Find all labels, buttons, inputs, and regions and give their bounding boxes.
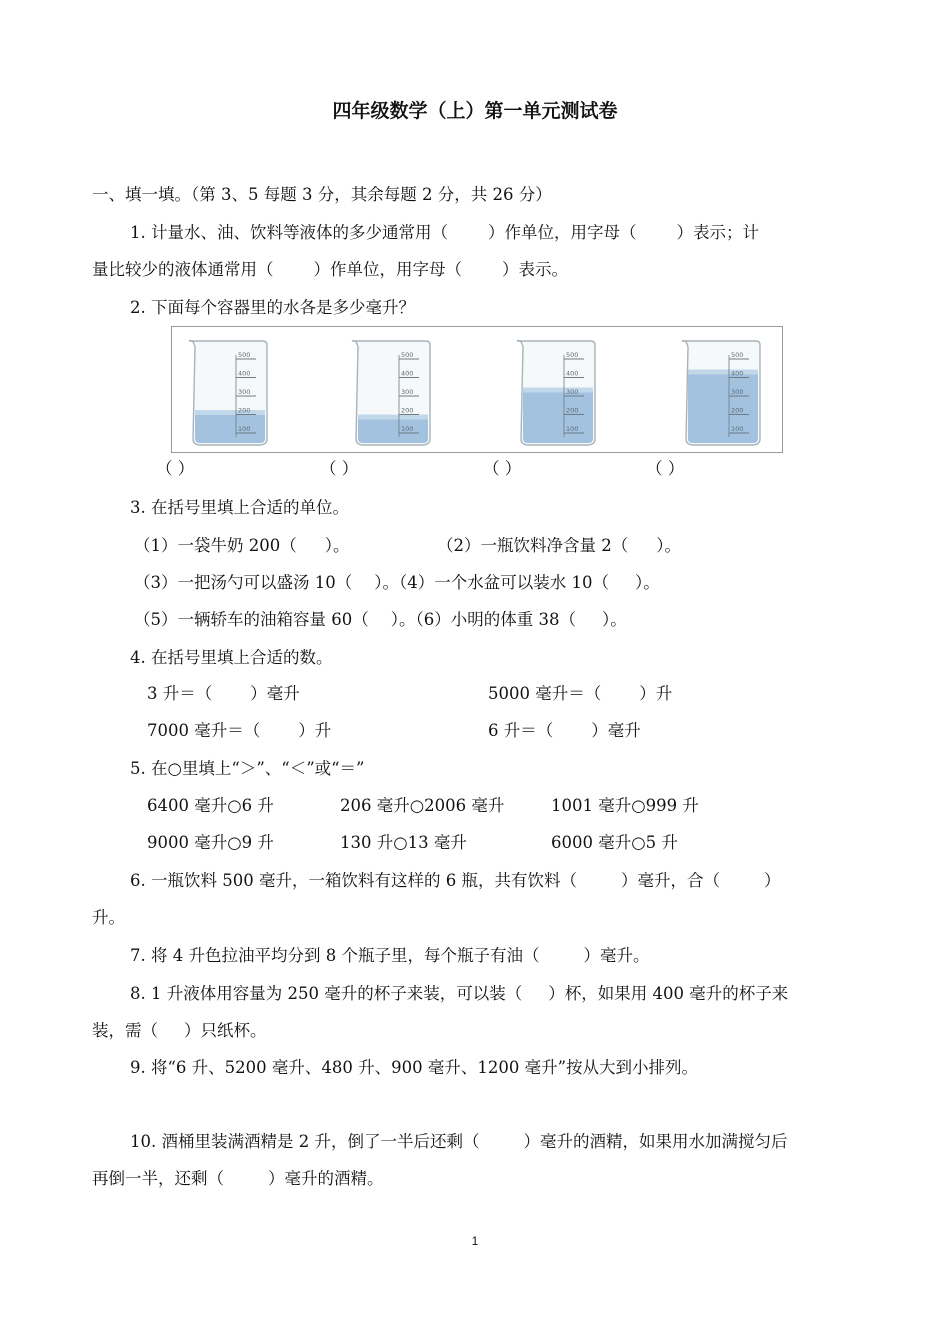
question-6-line-2: 升。	[92, 908, 125, 927]
beaker-tick-label: 500	[238, 351, 251, 359]
question-1-line-1	[130, 222, 759, 244]
question-8-line-1: 8. 1 升液体用容量为 250 毫升的杯子来装，可以装（ ）杯，如果用 400 毫升的杯子来	[130, 984, 789, 1003]
q5-compare-5: 130 升○13 毫升	[340, 833, 467, 852]
beaker-tick-label: 300	[566, 388, 579, 396]
beaker-answer-2: （ ）	[320, 459, 359, 478]
q4-item-3: 7000 毫升＝（ ）升	[147, 721, 332, 740]
beaker-tick-label: 100	[731, 425, 744, 433]
beaker-tick-label: 300	[238, 388, 251, 396]
q3-item-1: （1）一袋牛奶 200（ ）。	[134, 536, 350, 555]
q5-compare-4: 9000 毫升○9 升	[147, 833, 274, 852]
beaker-4	[682, 341, 760, 445]
beaker-answer-1: （ ）	[156, 459, 195, 478]
beaker-3	[517, 341, 595, 445]
beaker-tick-label: 400	[731, 369, 744, 378]
section-heading: 一、填一填。（第 3、5 每题 3 分，其余每题 2 分，共 26 分）	[92, 185, 552, 204]
q4-item-4: 6 升＝（ ）毫升	[488, 721, 641, 740]
q1-text-e: ）作单位，用字母（	[313, 260, 462, 279]
q5-compare-6: 6000 毫升○5 升	[551, 833, 678, 852]
q3-item-3-4: （3）一把汤勺可以盛汤 10（ ）。（4）一个水盆可以装水 10（ ）。	[134, 573, 660, 592]
q3-item-5-6: （5）一辆轿车的油箱容量 60（ ）。（6）小明的体重 38（ ）。	[134, 610, 627, 629]
beaker-answer-3: （ ）	[483, 459, 522, 478]
question-10-line-2: 再倒一半，还剩（ ）毫升的酒精。	[92, 1169, 384, 1188]
q5-compare-1: 6400 毫升○6 升	[147, 796, 274, 815]
beaker-image	[171, 326, 783, 453]
question-10-line-1: 10. 酒桶里装满酒精是 2 升，倒了一半后还剩（ ）毫升的酒精，如果用水加满搅匀后	[130, 1132, 788, 1151]
page-number: 1	[471, 1234, 479, 1248]
beaker-tick-label: 400	[238, 369, 251, 378]
beaker-glass	[352, 341, 430, 445]
beakers-svg	[172, 327, 782, 452]
question-5: 5. 在○里填上“＞”、“＜”或“＝”	[130, 759, 365, 778]
question-3: 3. 在括号里填上合适的单位。	[130, 498, 349, 517]
question-6-line-1: 6. 一瓶饮料 500 毫升，一箱饮料有这样的 6 瓶，共有饮料（ ）毫升，合（ ）	[130, 871, 781, 890]
q5-compare-3: 1001 毫升○999 升	[551, 796, 699, 815]
beaker-tick-label: 400	[401, 369, 414, 378]
beaker-glass	[189, 341, 267, 445]
beaker-tick-label: 500	[401, 351, 414, 359]
question-9: 9. 将“6 升、5200 毫升、480 升、900 毫升、1200 毫升”按从大到小排列。	[130, 1058, 699, 1077]
q4-item-1: 3 升＝（ ）毫升	[147, 684, 300, 703]
q4-item-2: 5000 毫升＝（ ）升	[488, 684, 673, 703]
question-8-line-2: 装，需（ ）只纸杯。	[92, 1021, 267, 1040]
q1-text-f: ）表示。	[502, 260, 568, 279]
q1-text-b: ）作单位，用字母（	[488, 223, 637, 242]
beaker-tick-label: 500	[731, 351, 744, 359]
beaker-tick-label: 400	[566, 369, 579, 378]
q1-text-d: 量比较少的液体通常用（	[92, 260, 274, 279]
beaker-tick-label: 200	[401, 406, 414, 415]
q1-text-c: ）表示；计	[676, 223, 759, 242]
beaker-answer-4: （ ）	[646, 459, 685, 478]
beaker-glass	[517, 341, 595, 445]
beaker-tick-label: 300	[731, 388, 744, 396]
q5-compare-2: 206 毫升○2006 毫升	[340, 796, 505, 815]
beaker-glass	[682, 341, 760, 445]
q3-item-2: （2）一瓶饮料净含量 2（ ）。	[437, 536, 681, 555]
question-2: 2. 下面每个容器里的水各是多少毫升？	[130, 298, 415, 317]
beaker-2	[352, 341, 430, 445]
beaker-1	[189, 341, 267, 445]
question-4: 4. 在括号里填上合适的数。	[130, 648, 333, 667]
page-title: 四年级数学（上）第一单元测试卷	[332, 100, 618, 122]
q1-text-a: 1. 计量水、油、饮料等液体的多少通常用（	[130, 223, 448, 242]
beaker-tick-label: 100	[238, 425, 251, 433]
question-7: 7. 将 4 升色拉油平均分到 8 个瓶子里，每个瓶子有油（ ）毫升。	[130, 946, 650, 965]
beaker-tick-label: 100	[401, 425, 414, 433]
beaker-tick-label: 200	[731, 406, 744, 415]
beaker-tick-label: 300	[401, 388, 414, 396]
beaker-tick-label: 500	[566, 351, 579, 359]
beaker-tick-label: 100	[566, 425, 579, 433]
beaker-tick-label: 200	[238, 406, 251, 415]
beaker-tick-label: 200	[566, 406, 579, 415]
question-1-line-2	[92, 259, 568, 281]
